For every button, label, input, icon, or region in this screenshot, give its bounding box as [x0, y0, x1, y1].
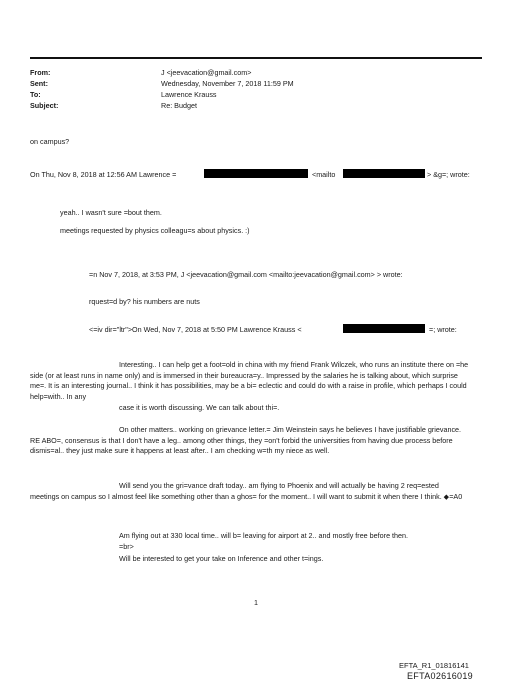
paragraph-4-line-c: Will be interested to get your take on Inference and other t=ings. [119, 554, 324, 563]
page-number: 1 [254, 598, 258, 607]
bates-stamp-1: EFTA_R1_01816141 [399, 661, 469, 670]
paragraph-3: Will send you the gri=vance draft today.. am flying to Phoenix and will actually be having 2 req=ested meetings on campus so I almost feel like something other than a ghos= for the moment.. I will want to submit it when there I think. ◆=A0 [30, 481, 463, 501]
quote-header-3-prefix: <=iv dir="ltr">On Wed, Nov 7, 2018 at 5:50 PM Lawrence Krauss < [89, 325, 302, 334]
sent-value: Wednesday, November 7, 2018 11:59 PM [161, 79, 294, 88]
header-rule [30, 57, 482, 59]
quote-header-1-prefix: On Thu, Nov 8, 2018 at 12:56 AM Lawrence = [30, 170, 177, 179]
to-value: Lawrence Krauss [161, 90, 217, 99]
reply-1-line-b: meetings requested by physics colleagu=s about physics. :) [60, 226, 250, 235]
to-label: To: [30, 90, 41, 99]
reply-2: rquest=d by? his numbers are nuts [89, 297, 200, 306]
quote-header-1-suffix: > &g=; wrote: [427, 170, 470, 179]
bates-stamp-2: EFTA02616019 [407, 671, 473, 681]
quote-header-2: =n Nov 7, 2018, at 3:53 PM, J <jeevacation@gmail.com <mailto:jeevacation@gmail.com> > wrote: [89, 270, 403, 279]
redaction-bar [343, 324, 425, 333]
from-label: From: [30, 68, 51, 77]
redaction-bar [343, 169, 425, 178]
redaction-bar [204, 169, 308, 178]
paragraph-4-line-b: =br> [119, 542, 134, 551]
subject-value: Re: Budget [161, 101, 197, 110]
paragraph-2: On other matters.. working on grievance letter.= Jim Weinstein says he believes I have justifiable grievance. RE ABO=, consensus is that I don't have a leg.. among other things, they =on't forbid the universities from having due process before dismis=al.. they just make sure it happens at least after.. I am checking w=th my niece as well. [30, 425, 462, 455]
quote-header-3-suffix: =; wrote: [429, 325, 457, 334]
sent-label: Sent: [30, 79, 48, 88]
paragraph-4-line-a: Am flying out at 330 local time.. will b= leaving for airport at 2.. and mostly free before then. [119, 531, 409, 540]
quote-header-1-mid: <mailto [312, 170, 336, 179]
paragraph-1: Interesting.. I can help get a foot=old in china with my friend Frank Wilczek, who runs an institute there on =he side (or at least runs in name only) and is immersed in their bureaucra=y.. Impressed by the salaries he is talking about, which surprise me=. It is an interesting journal.. I think it has possibilities, may be a bi= eclectic and could do with a raise in profile, which perhaps I could help=with.. In any [30, 360, 469, 401]
from-value: J <jeevacation@gmail.com> [161, 68, 252, 77]
subject-label: Subject: [30, 101, 59, 110]
body-line-1: on campus? [30, 137, 70, 146]
reply-1-line-a: yeah.. I wasn't sure =bout them. [60, 208, 162, 217]
paragraph-1-tail: case it is worth discussing. We can talk about thi=. [119, 403, 280, 412]
